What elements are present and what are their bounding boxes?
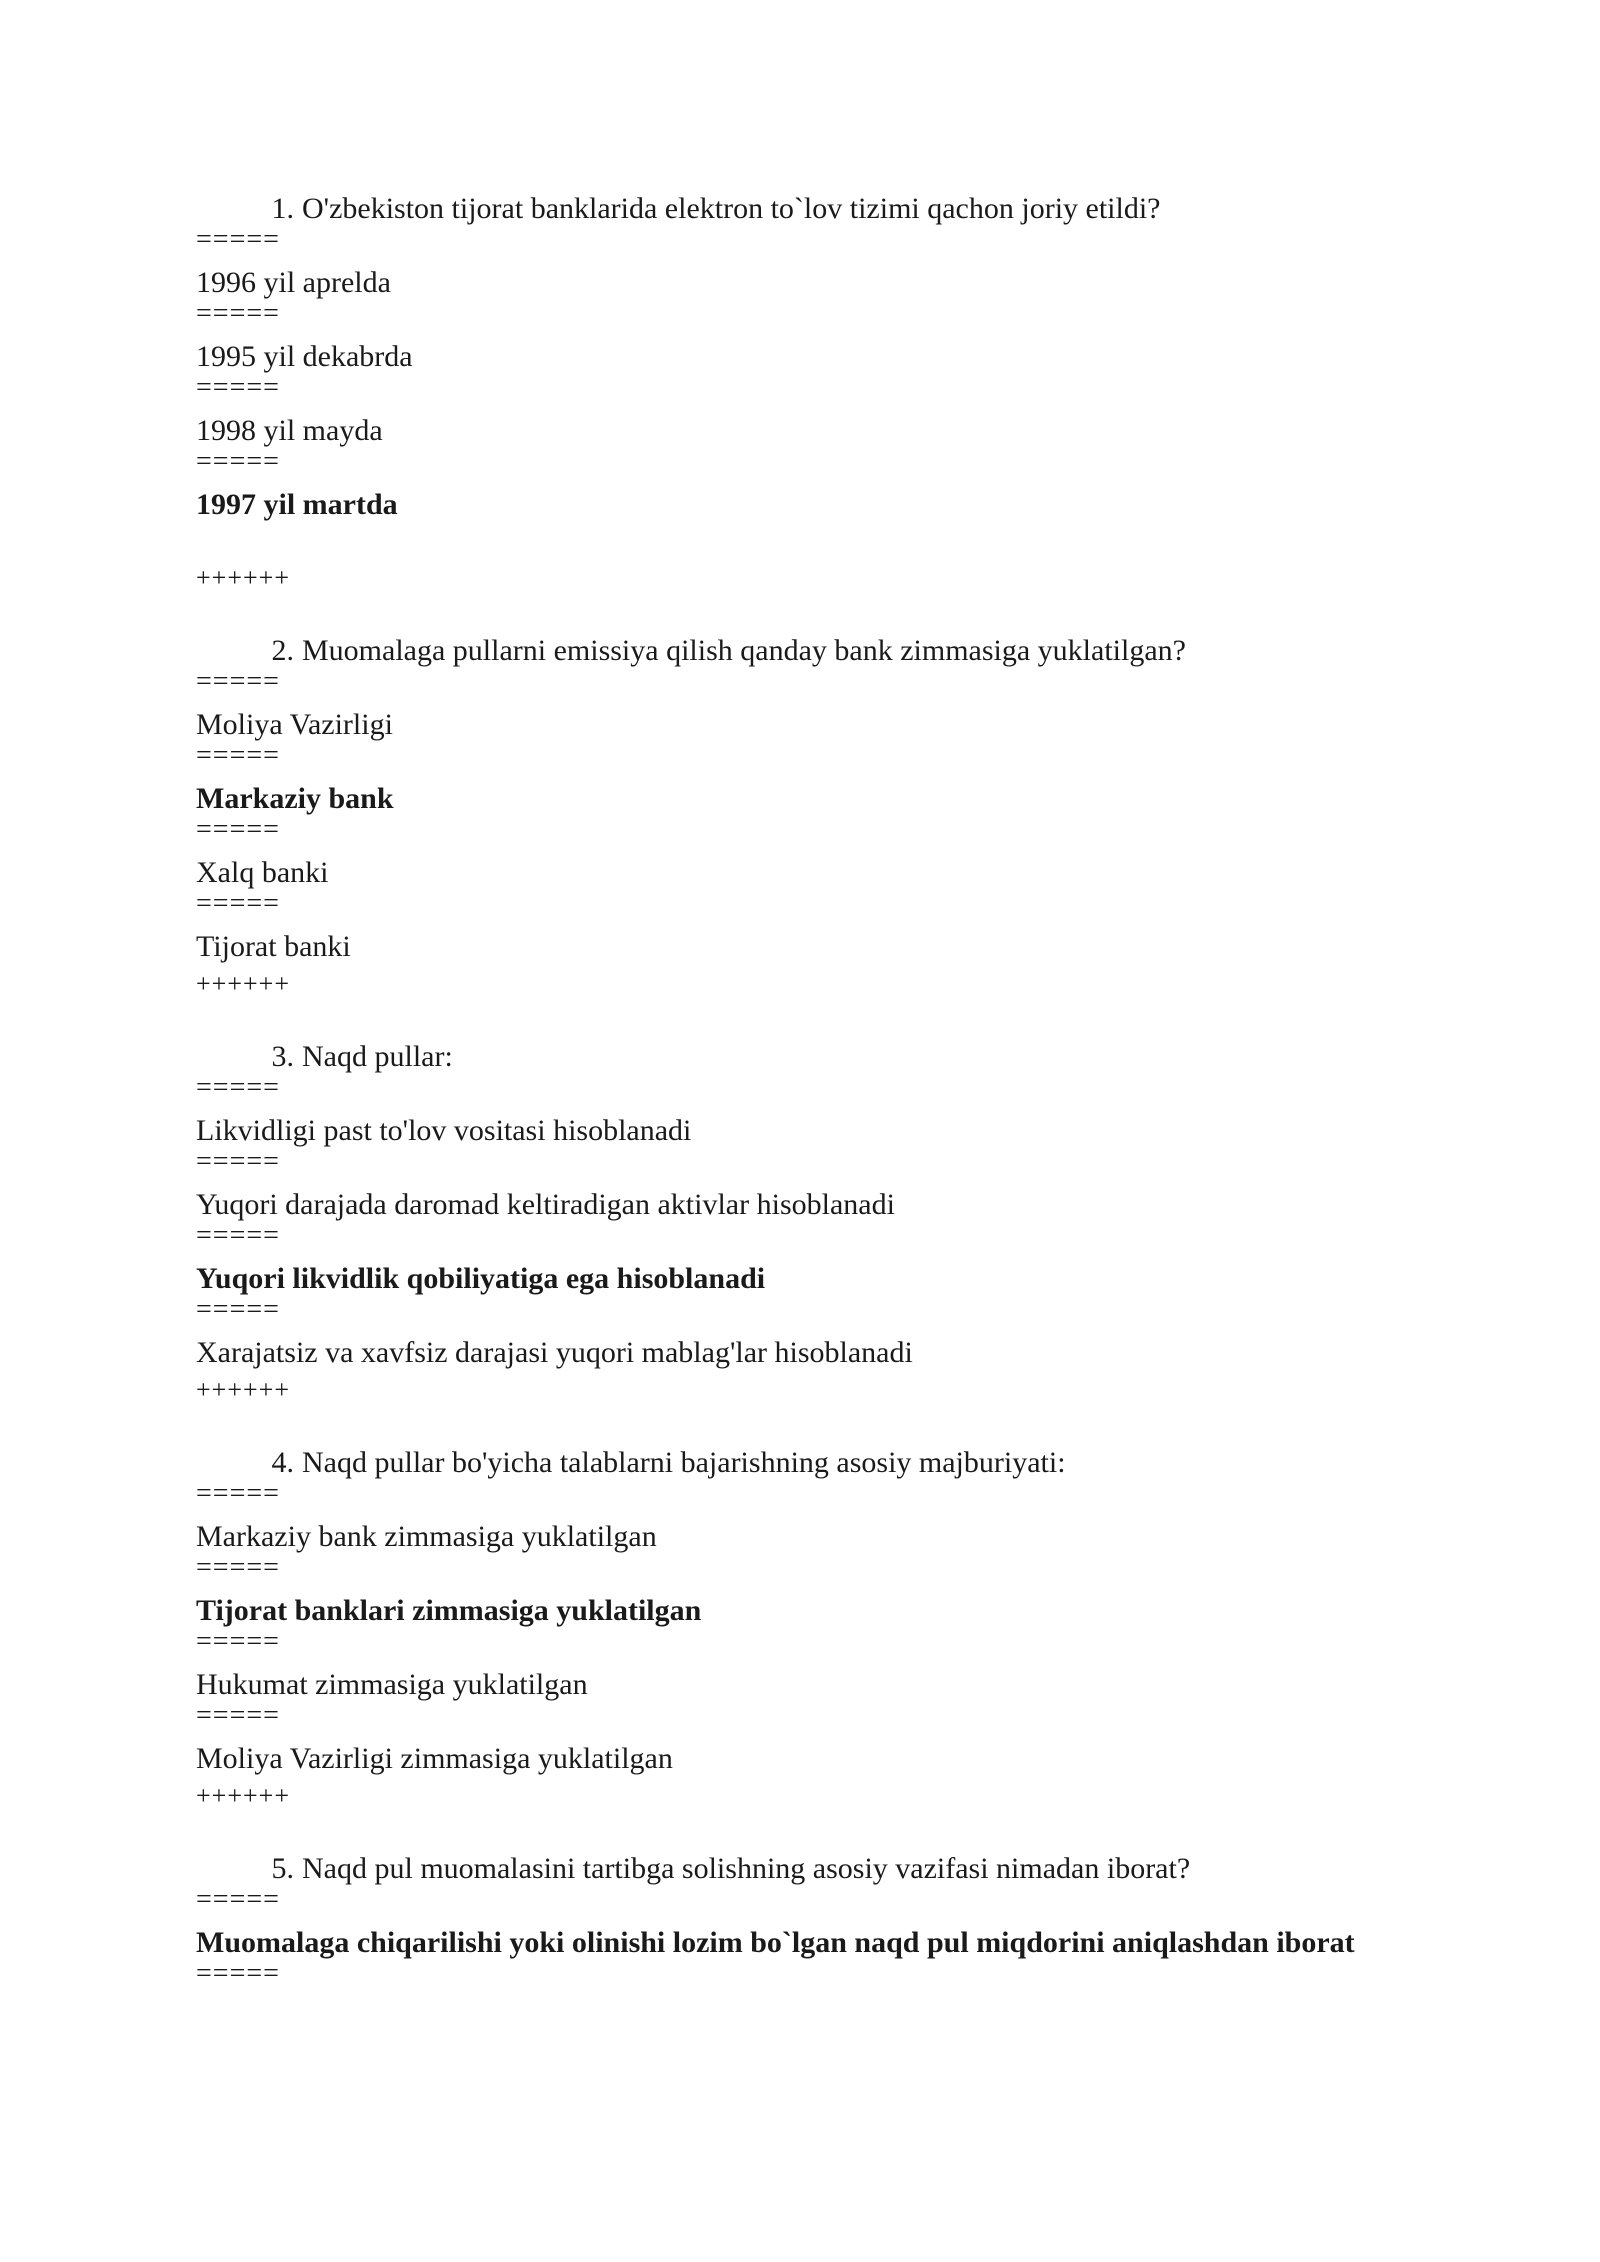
question-line	[196, 1444, 1396, 1482]
question-3	[196, 1038, 1396, 1408]
question-line	[196, 632, 1396, 670]
answer-option: Tijorat banki	[196, 930, 351, 963]
question-line	[196, 190, 1396, 228]
question-number: 5.	[271, 1852, 294, 1885]
question-end-marker: ++++++	[196, 563, 290, 592]
question-text: O'zbekiston tijorat banklarida elektron to`lov tizimi qachon joriy etildi?	[302, 192, 1161, 225]
answer-option: Moliya Vazirligi zimmasiga yuklatilgan	[196, 1742, 673, 1775]
question-text: Naqd pul muomalasini tartibga solishning asosiy vazifasi nimadan iborat?	[302, 1852, 1191, 1885]
answer-option: Xalq banki	[196, 856, 329, 889]
answer-option: Yuqori darajada daromad keltiradigan aktivlar hisoblanadi	[196, 1188, 895, 1221]
option-separator: =====	[196, 1556, 280, 1583]
option-separator: =====	[196, 450, 280, 477]
correct-answer-option: 1997 yil martda	[196, 488, 398, 521]
option-separator: =====	[196, 1482, 280, 1509]
answer-option: Likvidligi past to'lov vositasi hisoblanadi	[196, 1114, 692, 1147]
correct-answer-option: Yuqori likvidlik qobiliyatiga ega hisoblanadi	[196, 1262, 766, 1295]
question-number: 1.	[271, 192, 294, 225]
correct-answer-option: Markaziy bank	[196, 782, 394, 815]
question-end-marker: ++++++	[196, 1375, 290, 1404]
question-4	[196, 1444, 1396, 1814]
option-separator: =====	[196, 302, 280, 329]
option-separator: =====	[196, 1888, 280, 1915]
question-text: Muomalaga pullarni emissiya qilish qanday bank zimmasiga yuklatilgan?	[302, 634, 1186, 667]
option-separator: =====	[196, 818, 280, 845]
option-separator: =====	[196, 1224, 280, 1251]
question-line	[196, 1038, 1396, 1076]
question-number: 3.	[271, 1040, 294, 1073]
option-separator: =====	[196, 892, 280, 919]
option-separator: =====	[196, 376, 280, 403]
question-number: 2.	[271, 634, 294, 667]
answer-option: 1995 yil dekabrda	[196, 340, 413, 373]
question-text: Naqd pullar bo'yicha talablarni bajarishning asosiy majburiyati:	[302, 1446, 1066, 1479]
question-number: 4.	[271, 1446, 294, 1479]
option-separator: =====	[196, 1704, 280, 1731]
answer-option: 1996 yil aprelda	[196, 266, 391, 299]
option-separator: =====	[196, 228, 280, 255]
question-end-marker: ++++++	[196, 1781, 290, 1810]
option-separator: =====	[196, 1630, 280, 1657]
question-2	[196, 632, 1396, 1002]
correct-answer-option: Muomalaga chiqarilishi yoki olinishi lozim bo`lgan naqd pul miqdorini aniqlashdan iborat	[196, 1926, 1355, 1959]
question-1	[196, 190, 1396, 596]
option-separator: =====	[196, 1150, 280, 1177]
question-end-marker: ++++++	[196, 969, 290, 998]
option-separator: =====	[196, 1962, 280, 1989]
answer-option: Hukumat zimmasiga yuklatilgan	[196, 1668, 588, 1701]
spacer	[196, 524, 1396, 560]
answer-option: Xarajatsiz va xavfsiz darajasi yuqori mablag'lar hisoblanadi	[196, 1336, 913, 1369]
question-5	[196, 1850, 1396, 1998]
document-page	[196, 190, 1396, 1998]
answer-option: Moliya Vazirligi	[196, 708, 393, 741]
option-separator: =====	[196, 744, 280, 771]
option-separator: =====	[196, 1076, 280, 1103]
question-line	[196, 1850, 1396, 1888]
correct-answer-option: Tijorat banklari zimmasiga yuklatilgan	[196, 1594, 702, 1627]
answer-option: 1998 yil mayda	[196, 414, 383, 447]
option-separator: =====	[196, 1298, 280, 1325]
option-separator: =====	[196, 670, 280, 697]
question-text: Naqd pullar:	[302, 1040, 453, 1073]
answer-option: Markaziy bank zimmasiga yuklatilgan	[196, 1520, 657, 1553]
